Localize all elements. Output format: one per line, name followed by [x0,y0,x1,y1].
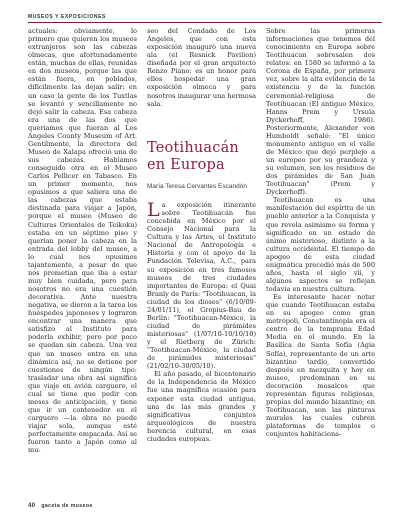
page-number: 40 [28,503,36,509]
article-author: María Teresa Cervantes Escandón [147,183,247,190]
column-2-article [147,201,256,443]
section-label: MUSEOS Y EXPOSICIONES [28,14,106,20]
column-2-top [147,27,256,108]
page-footer [28,503,93,509]
paragraph: actuales: obviamente, lo primero que quieren los museos extranjeros son las cabezas olmecas, que afortunadamente están, muchas de ellas, reunidas en dos museos, porque las que están fuera, en poblados, difícilmente las dejan salir: en un caso la gente de los Tuxtlas se levantó y sencillamente no dejó salir la cabeza. Esa cabeza era una de las dos que queríamos que fueran al Los Angeles County Museum of Art. Gentilmente, la directora del Museo de Xalapa ofreció una de sus cabezas. Habíamos conseguido otra en el Museo Carlos Pellicer en Tabasco. En un primer momento, nos opusimos a que saliera una de las cabezas que estaba destinada para viajar a Japón, porque el museo (Museo de Culturas Orientales de Teikoku) estaba en un séptimo piso y querían poner la cabeza en la entrada del lobby del museo, a lo cual nos opusimos tajantemente, a pesar de que nos prometían que iba a estar muy bien cuidada, pero para nosotros no era una cuestión decorativa. Ante nuestra negativa, se dieron a la tarea los huéspedes japoneses y lograron encontrar una manera que satisfizo al Instituto para poderla exhibir, pero por poco se quedan sin cabeza. Una vez que un museo entra en una dinámica así, no se detiene por cuestiones de ningún tipo: trasladar una obra así significa que viaje en avión carguero, el cual se tiene que pedir con meses de anticipación, y tiene que ir un contenedor en el carguero —la obra no puede viajar sola, aunque esté perfectamente empacada. Así se fueron tanto a Japón como al mu- [28,27,137,455]
magazine-name: gaceta de museos [41,503,93,509]
header-rule [28,22,382,23]
drop-cap: L [147,199,160,221]
article-title: Teotihuacán en Europa [147,140,239,173]
column-3 [266,27,375,438]
paragraph: El año pasado, el bicentenario de la Independencia de México fue una magnífica ocasión para exponer esta ciudad antigua, una de las más grandes y significativas conjuntos arqueológicos de nuestra herencia cultural, en esas ciudades europeas. [147,370,256,443]
paragraph: Es interesante hacer notar que cuando Teotihuacan estaba en su apogeo como gran metrópoli, Constantinopla era el centro de la temprana Edad Media en el mundo. En la Basílica de Santa Sofía (Agia Sofía), representante de un arte bizantino tardío, convertido después en mezquita y hoy en museo, predominan en su decoración mosaicos que representan figuras religiosas, propias del mundo bizantino; en Teotihuacan, son las pinturas murales las cuales cubren plataformas de templos o conjuntos habitaciona- [266,293,375,439]
paragraph: seo del Condado de Los Ángeles, que con esta exposición inauguró una nueva ala (el Resnick Pavilion) diseñada por el gran arquitecto Renzo Piano: es un honor para ellos hospedar una gran exposición olmeca y para nosotros inaugurar una hermosa sala. [147,27,256,108]
paragraph: Teotihuacan es una manifestación del espíritu de un pueblo anterior a la Conquista y que revela asimismo su forma y significado en un estado de ánimo misterioso, distinto a la cultura occidental. El tiempo de apogeo de esta ciudad enigmática precedió más de 500 años, hasta el siglo vii, y algunos aspectos se reflejan todavía en nuestra cultura. [266,196,375,293]
paragraph: Sobre las primeras informaciones que tenemos del conocimiento en Europa sobre Teotihuacan sobresalen dos relatos: en 1580 se informó a la Corona de España, por primera vez, sobre la alta evidencia de la existencia y de la función ceremonial-religiosa de Teotihuacan (El antiguo México, Hanns Prem y Ursula Dyckerhoff, 1986). Posteriormente, Alexander von Humboldt señaló: "El único monumento antiguo en el valle de México que dejó perplejo a un europeo por su grandeza y su volumen, son los residuos de dos pirámides de San Juan Teotihuacan" (Prem y Dyckerhoff). [266,27,375,197]
paragraph-first: La exposición itinerante sobre Teotihuacán fue concebida en México por el Consejo Nacional para la Cultura y las Artes, el Instituto Nacional de Antropología e Historia y con el apoyo de la Fundación Televisa, A.C., para su exposición en tres famosos museos de tres ciudades importantes de Europa: el Quai Branly de París: "Teotihuacan, la ciudad de los dioses" (6/10/09-24/01/11), el Gropius-Bau de Berlín: "Teotihuacan-México, la ciudad de pirámides misteriosas" (1/07/10-10/10/10) y el Rietberg de Zürich: "Teotihuacan-México, la ciudad de pirámides misteriosas" (21/02/10-30/05/10). [147,199,256,371]
column-1 [28,27,137,454]
